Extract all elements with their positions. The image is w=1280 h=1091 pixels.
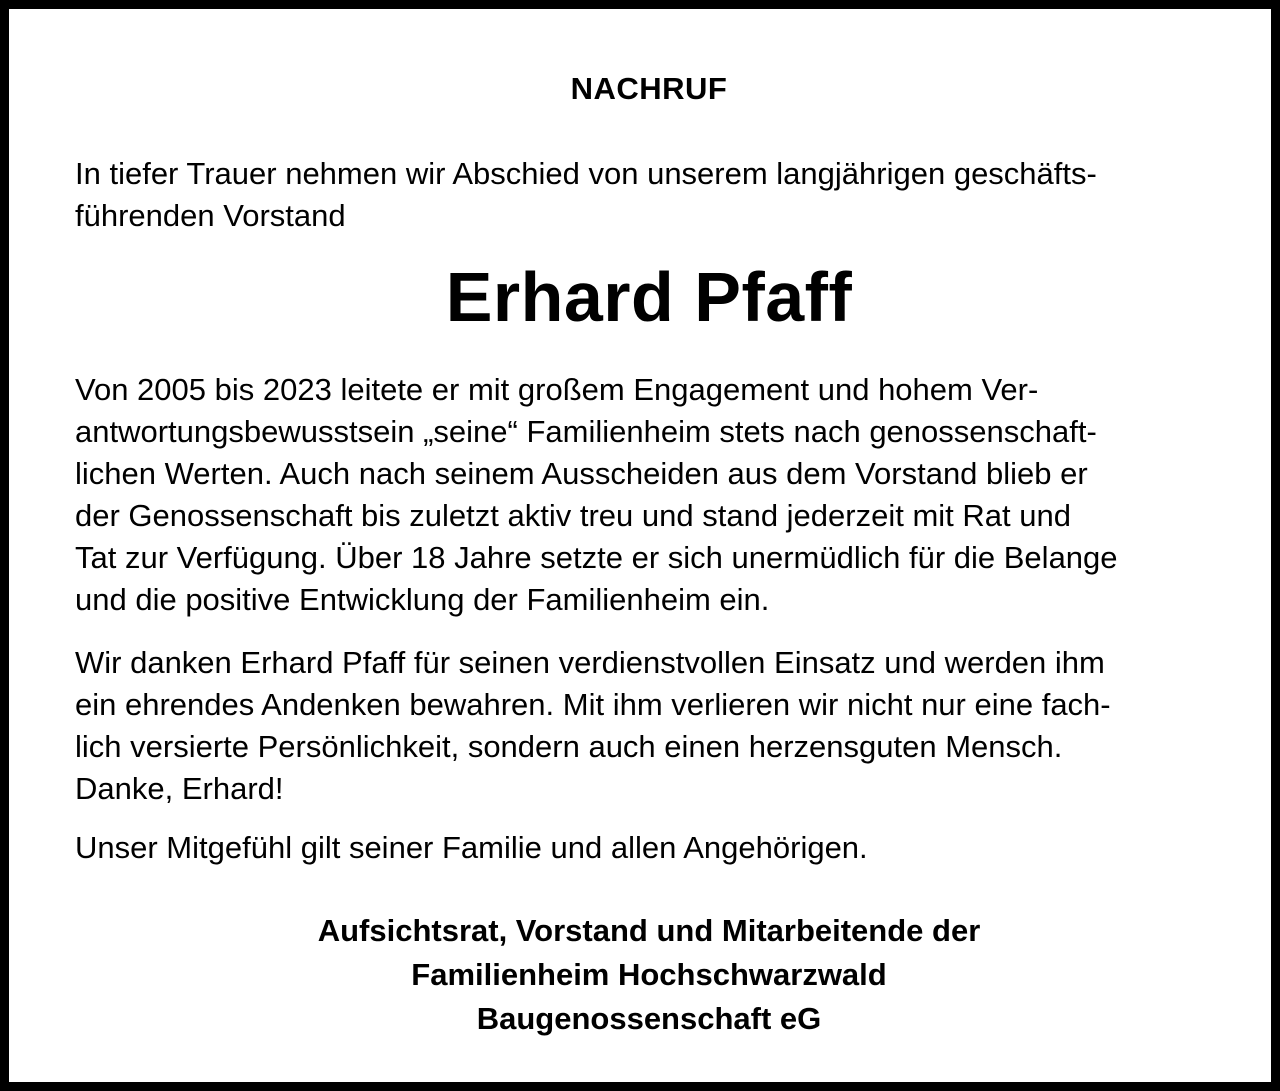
intro-text — [75, 153, 1225, 237]
paragraph-line: der Genossenschaft bis zuletzt aktiv treu und stand jederzeit mit Rat und — [75, 498, 1071, 533]
signature-line: Familienheim Hochschwarzwald — [411, 957, 887, 992]
intro-line: In tiefer Trauer nehmen wir Abschied von unserem langjährigen geschäfts- — [75, 156, 1097, 191]
paragraph-line: antwortungsbewusstsein „seine“ Familienheim stets nach genossenschaft- — [75, 414, 1097, 449]
paragraph-line: Danke, Erhard! — [75, 771, 284, 806]
paragraph-condolence — [75, 827, 1225, 869]
paragraph-tribute — [75, 369, 1225, 621]
paragraph-line: Wir danken Erhard Pfaff für seinen verdienstvollen Einsatz und werden ihm — [75, 645, 1105, 680]
signature-line: Aufsichtsrat, Vorstand und Mitarbeitende der — [317, 913, 981, 948]
paragraph-line: Unser Mitgefühl gilt seiner Familie und allen Angehörigen. — [75, 830, 868, 865]
paragraph-thanks — [75, 642, 1225, 810]
paragraph-line: und die positive Entwicklung der Familienheim ein. — [75, 582, 770, 617]
notice-heading: NACHRUF — [570, 71, 728, 106]
deceased-name: Erhard Pfaff — [445, 258, 853, 336]
paragraph-line: ein ehrendes Andenken bewahren. Mit ihm verlieren wir nicht nur eine fach- — [75, 687, 1111, 722]
paragraph-line: lichen Werten. Auch nach seinem Ausscheiden aus dem Vorstand blieb er — [75, 456, 1088, 491]
paragraph-line: Tat zur Verfügung. Über 18 Jahre setzte er sich unermüdlich für die Belange — [75, 540, 1118, 575]
paragraph-line: lich versierte Persönlichkeit, sondern auch einen herzensguten Mensch. — [75, 729, 1063, 764]
signature-line: Baugenossenschaft eG — [476, 1001, 822, 1036]
paragraph-line: Von 2005 bis 2023 leitete er mit großem Engagement und hohem Ver- — [75, 372, 1039, 407]
intro-line: führenden Vorstand — [75, 198, 346, 233]
signature-block — [9, 909, 1280, 1041]
